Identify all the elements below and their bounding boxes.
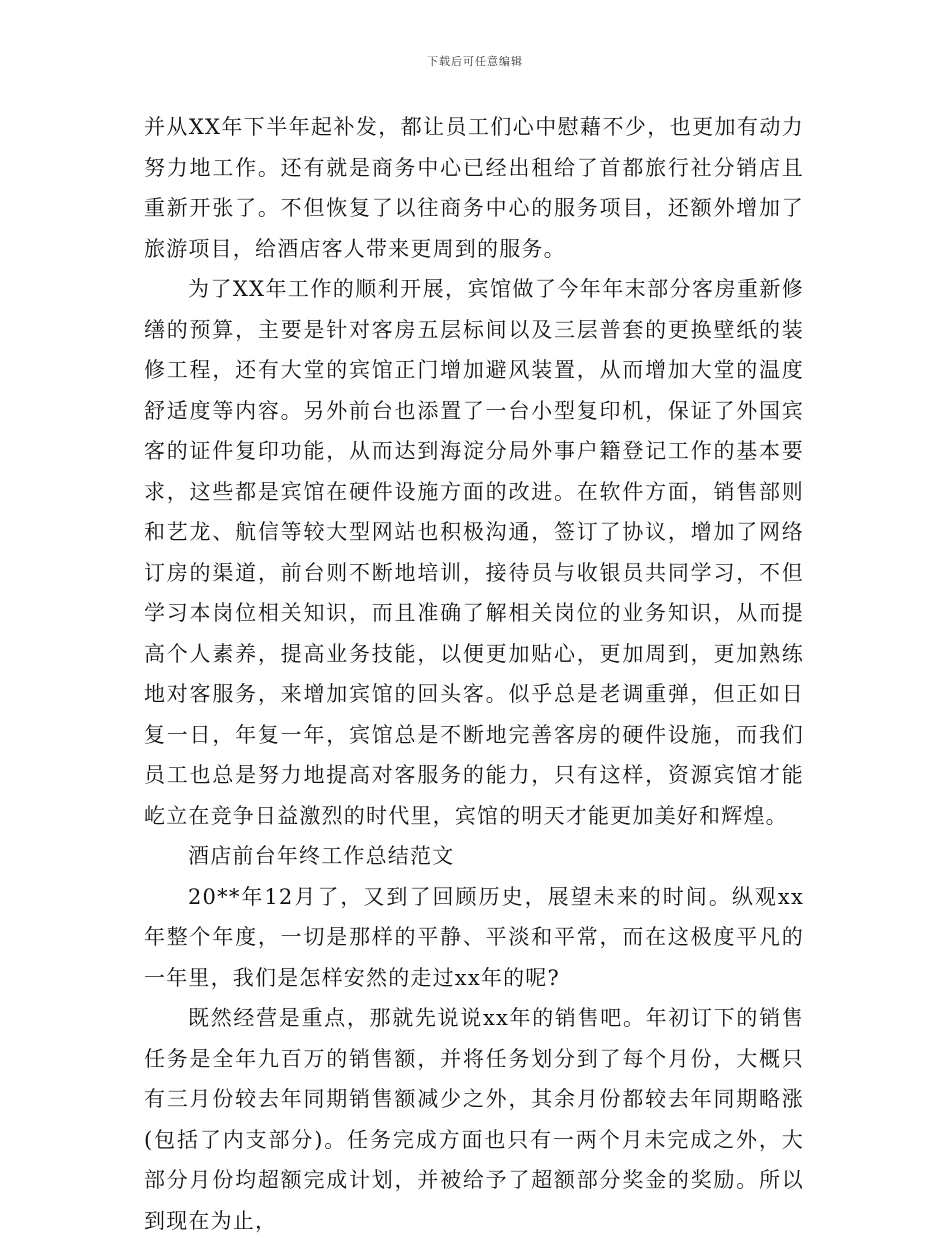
- paragraph-renovation: 为了XX年工作的顺利开展，宾馆做了今年年末部分客房重新修缮的预算，主要是针对客房五层标间以及三层普套的更换壁纸的装修工程，还有大堂的宾馆正门增加避风装置，从而增加大堂的温度舒适度等内容。另外前台也添置了一台小型复印机，保证了外国宾客的证件复印功能，从而达到海淀分局外事户籍登记工作的基本要求，这些都是宾馆在硬件设施方面的改进。在软件方面，销售部则和艺龙、航信等较大型网站也积极沟通，签订了协议，增加了网络订房的渠道，前台则不断地培训，接待员与收银员共同学习，不但学习本岗位相关知识，而且准确了解相关岗位的业务知识，从而提高个人素养，提高业务技能，以便更加贴心，更加周到，更加熟练地对客服务，来增加宾馆的回头客。似乎总是老调重弹，但正如日复一日，年复一年，宾馆总是不断地完善客房的硬件设施，而我们员工也总是努力地提高对客服务的能力，只有这样，资源宾馆才能屹立在竞争日益激烈的时代里，宾馆的明天才能更加美好和辉煌。: [144, 277, 804, 828]
- document-body: [144, 107, 804, 1241]
- paragraph-intro: 20**年12月了，又到了回顾历史，展望未来的时间。纵观xx年整个年度，一切是那样的平静、平淡和平常，而在这极度平凡的一年里，我们是怎样安然的走过xx年的呢?: [144, 884, 804, 990]
- paragraph-continued: 并从XX年下半年起补发，都让员工们心中慰藉不少，也更加有动力努力地工作。还有就是商务中心已经出租给了首都旅行社分销店且重新开张了。不但恢复了以往商务中心的服务项目，还额外增加了旅游项目，给酒店客人带来更周到的服务。: [144, 115, 804, 261]
- header-note: 下载后可任意编辑: [427, 55, 523, 68]
- section-title: 酒店前台年终工作总结范文: [188, 844, 455, 868]
- paragraph-sales: 既然经营是重点，那就先说说xx年的销售吧。年初订下的销售任务是全年九百万的销售额，并将任务划分到了每个月份，大概只有三月份较去年同期销售额减少之外，其余月份都较去年同期略涨(包括了内支部分)。任务完成方面也只有一两个月未完成之外，大部分月份均超额完成计划，并被给予了超额部分奖金的奖励。所以到现在为止，: [144, 1006, 804, 1233]
